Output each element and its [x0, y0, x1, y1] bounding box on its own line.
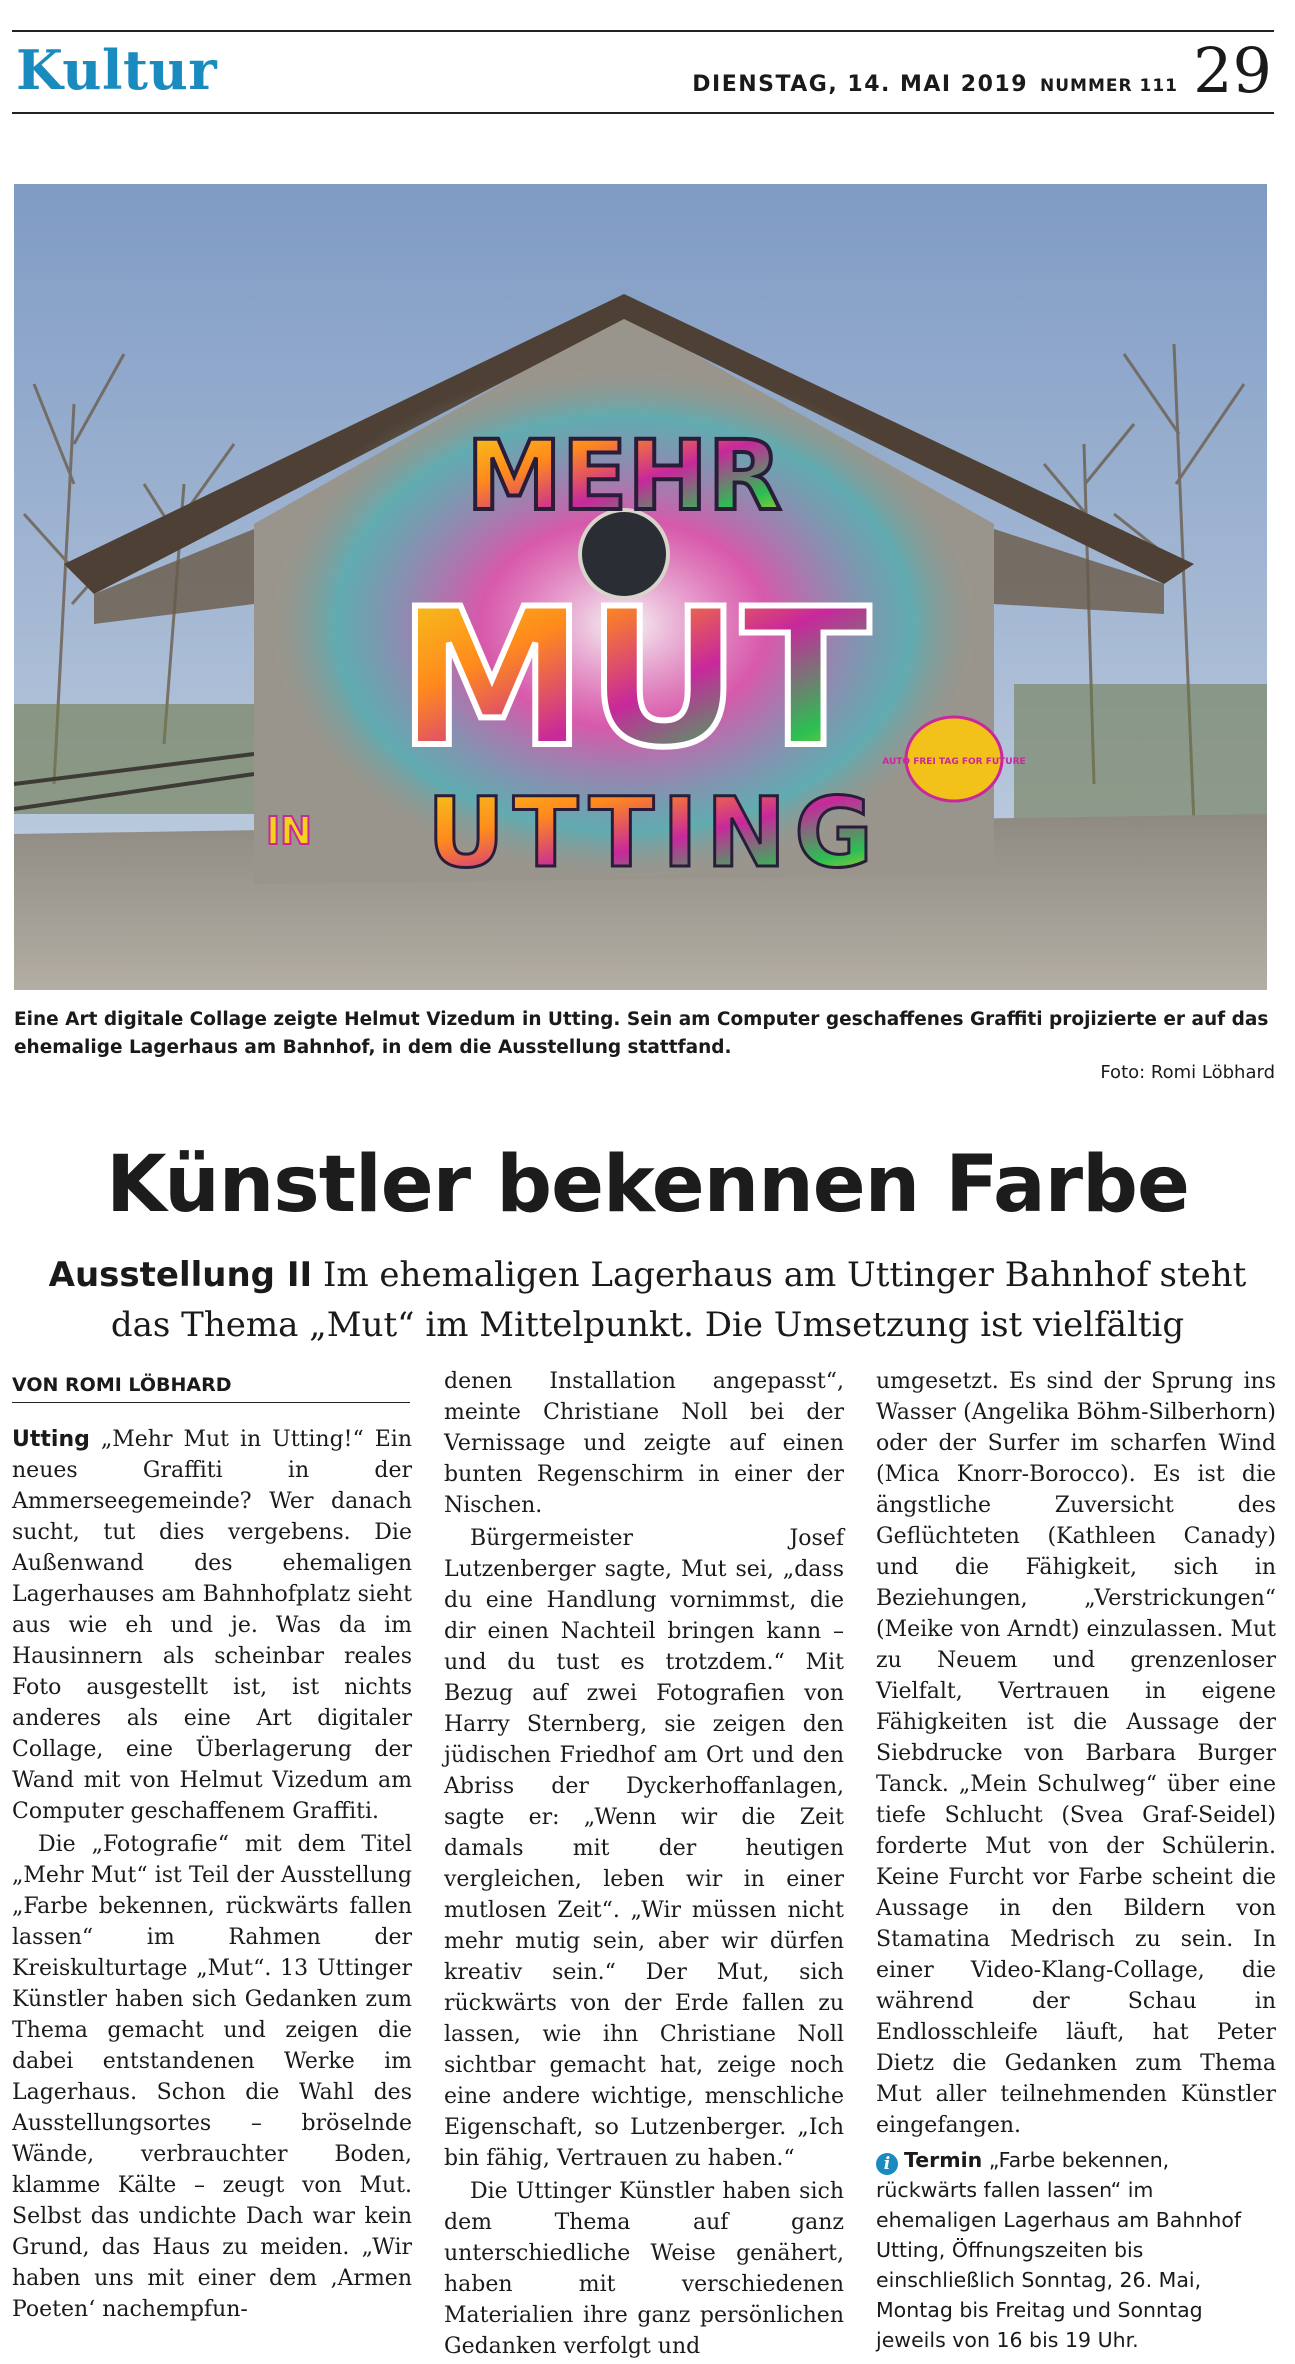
paragraph: Bürgermeister Josef Lutzenberger sagte, Mut sei, „dass du eine Handlung vornimmst, die dir einen Nachteil bringen kann – und du tust es trotzdem.“ Mit Bezug auf zwei Fotografien von Harry Sternberg, sie zeigen den jüdischen Friedhof am Ort und den Abriss der Dyckerhoffanlagen, sagte er: „Wenn wir die Zeit damals mit der heutigen vergleichen, leben wir in einer mutlosen Zeit“. „Wir müssen nicht mehr mutig sein, aber wir dürfen kreativ sein.“ Der Mut, sich rückwärts von der Erde fallen zu lassen, wie ihn Christiane Noll sichtbar gemacht hat, zeige noch eine andere wichtige, menschliche Eigenschaft, so Lutzenberger. „Ich bin fähig, Vertrauen zu haben.“ — [444, 1526, 844, 2171]
paragraph-text: „Mehr Mut in Utting!“ Ein neues Graffiti in der Ammerseegemeinde? Wer danach sucht, tut dies vergebens. Die Außenwand des ehemaligen Lagerhauses am Bahnhofplatz sieht aus wie eh und je. Was da im Hausinnern als scheinbar reales Foto ausgestellt ist, ist nichts anderes als eine Art digitaler Collage, eine Überlagerung der Wand mit von Helmut Vizedum am Computer geschaffenem Graffiti. — [12, 1427, 412, 1824]
issue-date: DIENSTAG, 14. MAI 2019 — [692, 72, 1029, 97]
event-details: „Farbe bekennen, rückwärts fallen lassen“ im ehemaligen Lagerhaus am Bahnhof Utting, Öffnungszeiten bis einschließlich Sonntag, 26. Mai, Montag bis Freitag und Sonntag jeweils von 16 bis 19 Uhr. — [876, 2148, 1242, 2352]
event-info-box — [876, 2145, 1276, 2355]
paragraph: denen Installation angepasst“, meinte Christiane Noll bei der Vernissage und zeigte auf einen bunten Regenschirm in einer der Nischen. — [444, 1369, 844, 1518]
paragraph: umgesetzt. Es sind der Sprung ins Wasser (Angelika Böhm-Silberhorn) oder der Surfer im scharfen Wind (Mica Knorr-Borocco). Es ist die ängstliche Zuversicht des Geflüchteten (Kathleen Canady) und die Fähigkeit, sich in Beziehungen, „Verstrickungen“ (Meike von Arndt) einzulassen. Mut zu Neuem und grenzenloser Vielfalt, Vertrauen in eigene Fähigkeiten ist die Aussage der Siebdrucke von Barbara Burger Tanck. „Mein Schulweg“ über eine tiefe Schlucht (Svea Graf-Seidel) forderte Mut von der Schülerin. Keine Furcht vor Farbe scheint die Aussage in den Bildern von Stamatina Medrisch zu sein. In einer Video-Klang-Collage, die während der Schau in Endlosschleife läuft, hat Peter Dietz die Gedanken zum Thema Mut aller teilnehmenden Künstler eingefangen. — [876, 1369, 1276, 2138]
photo-credit: Foto: Romi Löbhard — [1100, 1062, 1275, 1083]
article-column-2 — [444, 1366, 844, 2364]
graffiti-mehr: MEHR — [466, 420, 782, 532]
dateline-location: Utting — [12, 1427, 90, 1452]
headline: Künstler bekennen Farbe — [106, 1140, 1189, 1230]
article-photo — [14, 184, 1267, 990]
graffiti-in: IN — [266, 809, 312, 853]
paragraph: Die Uttinger Künstler haben sich dem Thema auf ganz unterschiedliche Weise genähert, haben mit verschiedenen Materialien ihre ganz persönlichen Gedanken verfolgt und — [444, 2179, 844, 2359]
info-icon: i — [876, 2153, 898, 2175]
page-number: 29 — [1193, 34, 1272, 107]
paragraph — [12, 1424, 412, 1827]
section-title: Kultur — [16, 38, 218, 102]
article-column-3 — [876, 1366, 1276, 2355]
subhead-kicker: Ausstellung II — [48, 1255, 313, 1295]
graffiti-utting: UTTING — [427, 777, 881, 889]
graffiti-badge: AUTO FREI TAG FOR FUTURE — [882, 757, 1026, 767]
issue-number: NUMMER 111 — [1040, 76, 1178, 96]
graffiti-warehouse-image — [14, 184, 1267, 990]
event-label: Termin — [904, 2148, 983, 2172]
subheadline — [40, 1250, 1255, 1350]
photo-caption: Eine Art digitale Collage zeigte Helmut Vizedum in Utting. Sein am Computer geschaffenes Graffiti projizierte er auf das ehemalige Lagerhaus am Bahnhof, in dem die Ausstellung stattfand. — [14, 1009, 1269, 1058]
byline: VON ROMI LÖBHARD — [12, 1374, 410, 1403]
paragraph: Die „Fotografie“ mit dem Titel „Mehr Mut“ ist Teil der Ausstellung „Farbe bekennen, rückwärts fallen lassen“ im Rahmen der Kreiskulturtage „Mut“. 13 Uttinger Künstler haben sich Gedanken zum Thema gemacht und zeigen die dabei entstandenen Werke im Lagerhaus. Schon die Wahl des Ausstellungsortes – bröselnde Wände, verbrauchter Boden, klamme Kälte – zeugt von Mut. Selbst das undichte Dach war kein Grund, das Haus zu meiden. „Wir haben uns mit einer dem ‚Armen Poeten‘ nachempfun- — [12, 1832, 412, 2322]
masthead — [12, 30, 1274, 114]
article-column-1 — [12, 1424, 412, 2327]
subhead-text: Im ehemaligen Lagerhaus am Uttinger Bahnhof steht das Thema „Mut“ im Mittelpunkt. Die Umsetzung ist vielfältig — [110, 1255, 1247, 1345]
dateline — [692, 72, 1178, 97]
graffiti-mut: MUT — [397, 568, 871, 789]
